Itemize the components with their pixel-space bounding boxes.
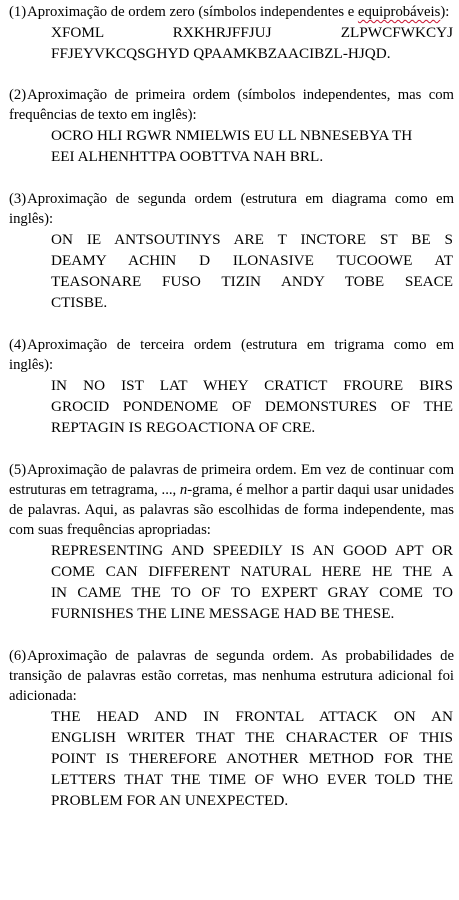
sample-line: DEAMY ACHIN D ILONASIVE TUCOOWE AT — [51, 252, 453, 269]
sample-line: XFOML RXKHRJFFJUJ ZLPWCFWKCYJ — [51, 24, 453, 41]
sample-line: GROCID PONDENOME OF DEMONSTURES OF THE — [51, 398, 453, 415]
sample-line: ENGLISH WRITER THAT THE CHARACTER OF THIS — [51, 729, 453, 746]
approximation-item-5 — [9, 460, 454, 624]
sample-line: TEASONARE FUSO TIZIN ANDY TOBE SEACE — [51, 273, 453, 290]
sample-line: REPRESENTING AND SPEEDILY IS AN GOOD APT OR — [51, 542, 453, 559]
item-description — [9, 646, 454, 706]
sample-line: FURNISHES THE LINE MESSAGE HAD BE THESE. — [51, 605, 395, 622]
approximation-item-1 — [9, 2, 454, 64]
sample-line: THE HEAD AND IN FRONTAL ATTACK ON AN — [51, 708, 453, 725]
item-description — [9, 2, 454, 22]
sample-line: REPTAGIN IS REGOACTIONA OF CRE. — [51, 419, 316, 436]
sample-line: FFJEYVKCQSGHYD QPAAMKBZAACIBZL-HJQD. — [51, 45, 391, 62]
description-text-end: ): — [440, 4, 450, 20]
item-number: (5) — [9, 462, 27, 478]
description-text: Aproximação de palavras de segunda ordem. As probabilidades de transição de palavras estão corretas, mas nenhuma estrutura adicional foi adicionada: — [9, 648, 454, 704]
spellcheck-flagged-word[interactable]: equiprobáveis — [357, 4, 441, 20]
sample-line: CTISBE. — [51, 294, 108, 311]
approximation-item-4 — [9, 335, 454, 438]
item-description — [9, 335, 454, 375]
description-text: Aproximação de ordem zero (símbolos independentes e — [27, 4, 358, 20]
item-description — [9, 85, 454, 125]
sample-line: PROBLEM FOR AN UNEXPECTED. — [51, 792, 289, 809]
sample-line: OCRO HLI RGWR NMIELWIS EU LL NBNESEBYA TH — [51, 127, 413, 144]
item-number: (4) — [9, 337, 27, 353]
item-description — [9, 189, 454, 229]
sample-line: LETTERS THAT THE TIME OF WHO EVER TOLD THE — [51, 771, 453, 788]
sample-line: IN NO IST LAT WHEY CRATICT FROURE BIRS — [51, 377, 453, 394]
description-text: Aproximação de terceira ordem (estrutura em trigrama como em inglês): — [9, 337, 454, 373]
description-text-end: -grama, é melhor a partir daqui usar unidades de palavras. Aqui, as palavras são escolhidas de forma independente, mas com suas frequências apropriadas: — [9, 482, 454, 538]
sample-line: EEI ALHENHTTPA OOBTTVA NAH BRL. — [51, 148, 324, 165]
description-text: Aproximação de primeira ordem (símbolos independentes, mas com frequências de texto em inglês): — [9, 87, 454, 123]
description-text: Aproximação de segunda ordem (estrutura em diagrama como em inglês): — [9, 191, 454, 227]
approximation-item-3 — [9, 189, 454, 313]
item-number: (2) — [9, 87, 27, 103]
item-number: (6) — [9, 648, 27, 664]
description-italic-n: n — [179, 482, 188, 498]
sample-line: IN CAME THE TO OF TO EXPERT GRAY COME TO — [51, 584, 453, 601]
description-text: Aproximação de palavras de primeira ordem. Em vez de continuar com estruturas em tetragrama, ..., — [9, 462, 454, 498]
sample-line: COME CAN DIFFERENT NATURAL HERE HE THE A — [51, 563, 453, 580]
approximation-item-6 — [9, 646, 454, 811]
item-number: (3) — [9, 191, 27, 207]
item-number: (1) — [9, 4, 27, 20]
sample-line: ON IE ANTSOUTINYS ARE T INCTORE ST BE S — [51, 231, 453, 248]
sample-line: POINT IS THEREFORE ANOTHER METHOD FOR THE — [51, 750, 453, 767]
item-description — [9, 460, 454, 540]
approximation-item-2 — [9, 85, 454, 167]
